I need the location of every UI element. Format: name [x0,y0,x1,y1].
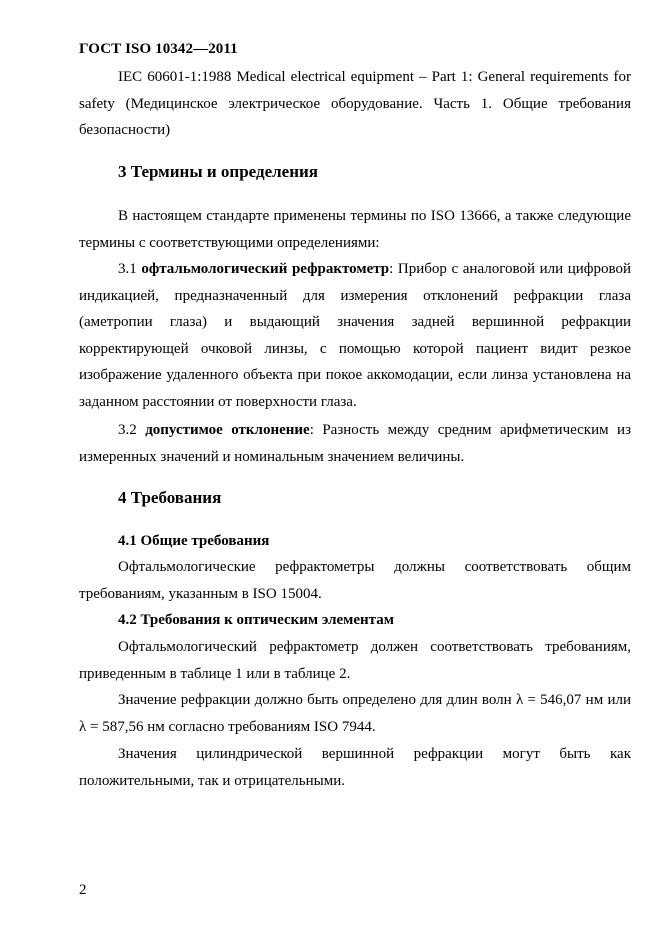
page-number: 2 [79,882,87,898]
term-3-1-name: офтальмологический рефрактометр [141,261,390,277]
term-3-1 [79,256,631,415]
term-3-1-number: 3.1 [118,261,137,277]
term-3-2-number: 3.2 [118,422,137,438]
section-4-1-text: Офтальмологические рефрактометры должны соответствовать общим требованиям, указанным в ISO 15004. [79,559,631,602]
term-3-2 [79,417,631,470]
term-3-2-definition: : Разность между средним арифметическим из измеренных значений и номинальным значением величины. [79,422,632,465]
section-3-heading: 3 Термины и определения [118,162,319,181]
section-4-2-paragraph-1: Офтальмологический рефрактометр должен соответствовать требованиям, приведенным в таблице 1 или в таблице 2. [79,639,631,682]
section-4-2-heading: 4.2 Требования к оптическим элементам [118,612,394,628]
term-3-2-name: допустимое отклонение [145,422,310,438]
term-3-1-definition: : Прибор с аналоговой или цифровой индикацией, предназначенный для измерения отклонений рефракции глаза (аметропии глаза) и выдающий значения задней вершинной рефракции корректирующей очковой линзы, с помощью которой пациент видит резкое изображение удаленного объекта при покое аккомодации, если линза установлена на заданном расстоянии от поверхности глаза. [79,261,632,410]
section-4-2-paragraph-3: Значения цилиндрической вершинной рефракции могут быть как положительными, так и отрицательными. [79,746,631,789]
reference-iec-60601: IEC 60601-1:1988 Medical electrical equipment – Part 1: General requirements for safety (Медицинское электрическое оборудование. Часть 1. Общие требования безопасности) [79,69,631,138]
section-4-2-paragraph-2: Значение рефракции должно быть определено для длин волн λ = 546,07 нм или λ = 587,56 нм согласно требованиям ISO 7944. [79,692,631,735]
section-4-1-heading: 4.1 Общие требования [118,533,270,549]
document-header: ГОСТ ISO 10342—2011 [79,41,238,57]
section-4-heading: 4 Требования [118,488,222,507]
section-3-intro: В настоящем стандарте применены термины по ISO 13666, а также следующие термины с соответствующими определениями: [79,208,631,251]
